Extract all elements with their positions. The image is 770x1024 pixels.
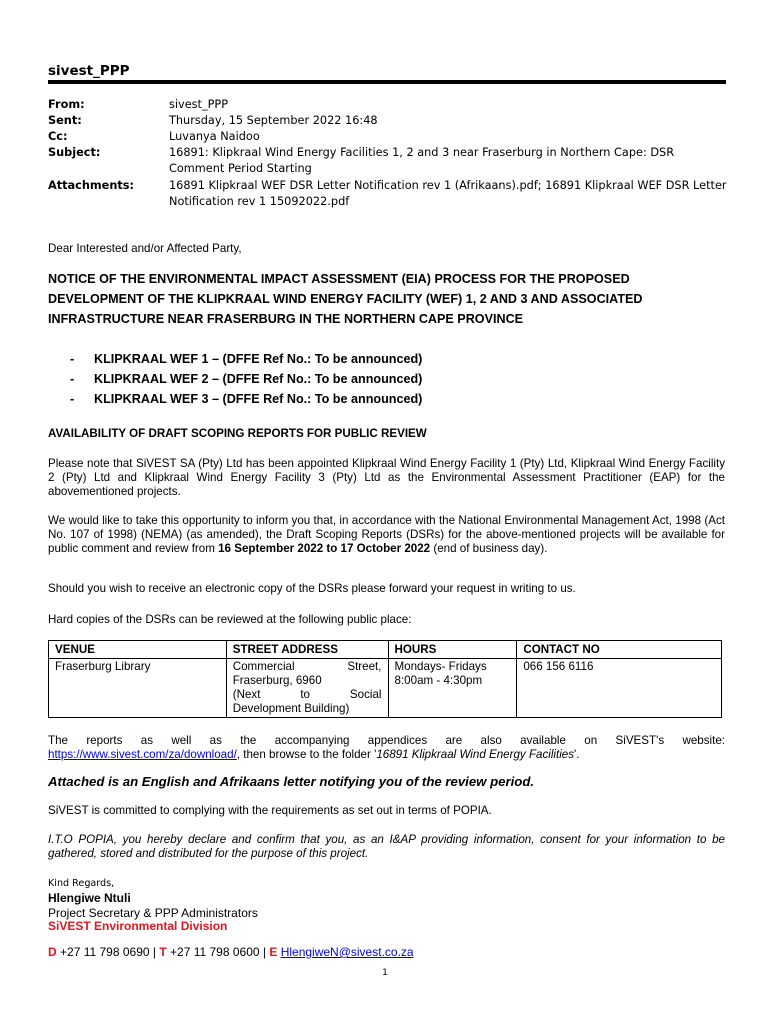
direct-label: D [48, 945, 57, 959]
contact-cell: 066 156 6116 [517, 659, 722, 718]
paragraph-appointment: Please note that SiVEST SA (Pty) Ltd has been appointed Klipkraal Wind Energy Facility 1 (Pty) Ltd, Klipkraal Wind Energy Facility 2 (Pty) Ltd and Klipkraal Wind Energy Facility 3 (Pty) Ltd as the Environmental Assessment Practitioner (EAP) for the abovementioned projects. [48, 457, 725, 498]
sent-label: Sent: [48, 114, 82, 127]
table-header-row [49, 641, 722, 659]
paragraph-website: The reports as well as the accompanying appendices are also available on SiVEST's website: https://www.sivest.com/za/download/, then browse to the folder '16891 Klipkraal Wind Energy Facilities'. [48, 734, 725, 761]
attachment-line-1[interactable]: 16891 Klipkraal WEF DSR Letter Notification rev 1 (Afrikaans).pdf; 16891 Klipkraal WEF DSR Letter [169, 179, 727, 192]
address-cell: Commercial Street, Fraserburg, 6960 (Next to Social Development Building) [226, 659, 388, 718]
cc-label: Cc: [48, 130, 68, 143]
column-header: CONTACT NO [517, 641, 722, 659]
direct-number: +27 11 798 0690 | [56, 945, 160, 959]
list-item: - KLIPKRAAL WEF 2 – (DFFE Ref No.: To be announced) [70, 372, 423, 386]
signatory-role: Project Secretary & PPP Administrators [48, 906, 258, 920]
attachments-row [48, 178, 738, 210]
notice-line-1: NOTICE OF THE ENVIRONMENTAL IMPACT ASSESSMENT (EIA) PROCESS FOR THE PROPOSED [48, 272, 630, 286]
cc-value: Luvanya Naidoo [169, 130, 260, 143]
notice-line-2: DEVELOPMENT OF THE KLIPKRAAL WIND ENERGY FACILITY (WEF) 1, 2 AND 3 AND ASSOCIATED [48, 292, 643, 306]
popia-commitment: SiVEST is committed to complying with the requirements as set out in terms of POPIA. [48, 804, 492, 817]
header-divider [48, 80, 726, 84]
table-row [49, 659, 722, 718]
list-item: - KLIPKRAAL WEF 3 – (DFFE Ref No.: To be announced) [70, 392, 423, 406]
folder-name: 16891 Klipkraal Wind Energy Facilities [376, 748, 575, 761]
attachments-label: Attachments: [48, 179, 135, 192]
subject-label: Subject: [48, 146, 101, 159]
attachment-line-2[interactable]: Notification rev 1 15092022.pdf [169, 195, 350, 208]
column-header: STREET ADDRESS [226, 641, 388, 659]
paragraph-hard-copies: Hard copies of the DSRs can be reviewed at the following public place: [48, 613, 412, 626]
signatory-name: Hlengiwe Ntuli [48, 891, 131, 905]
section-heading: AVAILABILITY OF DRAFT SCOPING REPORTS FOR PUBLIC REVIEW [48, 427, 427, 440]
division-name: SiVEST Environmental Division [48, 919, 228, 933]
notice-heading [48, 269, 728, 329]
wef-list [70, 349, 422, 409]
email-label: E [269, 945, 278, 959]
subject-line-2: Comment Period Starting [169, 162, 312, 175]
page-number: 1 [382, 968, 388, 978]
paragraph-electronic-copy: Should you wish to receive an electronic copy of the DSRs please forward your request in writing to us. [48, 582, 576, 595]
cc-row [48, 129, 738, 145]
popia-consent: I.T.O POPIA, you hereby declare and confirm that you, as an I&AP providing information, consent for your information to be gathered, stored and distributed for the purpose of this project. [48, 833, 725, 860]
from-value: sivest_PPP [169, 98, 229, 111]
list-item: - KLIPKRAAL WEF 1 – (DFFE Ref No.: To be announced) [70, 352, 423, 366]
telephone-label: T [159, 945, 167, 959]
from-row [48, 97, 738, 113]
venue-table [48, 640, 722, 718]
subject-row [48, 145, 738, 177]
email-link[interactable]: HlengiweN@sivest.co.za [280, 945, 414, 959]
telephone-number: +27 11 798 0600 | [166, 945, 270, 959]
email-title: sivest_PPP [48, 63, 130, 79]
review-dates: 16 September 2022 to 17 October 2022 [218, 542, 431, 555]
attached-note: Attached is an English and Afrikaans letter notifying you of the review period. [48, 774, 535, 789]
download-link[interactable]: https://www.sivest.com/za/download/ [48, 748, 237, 761]
sent-value: Thursday, 15 September 2022 16:48 [169, 114, 378, 127]
subject-line-1: 16891: Klipkraal Wind Energy Facilities 1, 2 and 3 near Fraserburg in Northern Cape: DSR [169, 146, 675, 159]
venue-cell: Fraserburg Library [49, 659, 227, 718]
sent-row [48, 113, 738, 129]
hours-cell: Mondays- Fridays 8:00am - 4:30pm [388, 659, 517, 718]
column-header: VENUE [49, 641, 227, 659]
greeting: Dear Interested and/or Affected Party, [48, 242, 242, 255]
from-label: From: [48, 98, 85, 111]
paragraph-availability: We would like to take this opportunity to inform you that, in accordance with the National Environmental Management Act, 1998 (Act No. 107 of 1998) (NEMA) (as amended), the Draft Scoping Reports (DSRs) for the above-mentioned projects will be available for public comment and review from 16 September 2022 to 17 October 2022 (end of business day). [48, 514, 725, 555]
notice-line-3: INFRASTRUCTURE NEAR FRASERBURG IN THE NORTHERN CAPE PROVINCE [48, 312, 524, 326]
sign-off: Kind Regards, [48, 878, 115, 889]
contact-line [48, 945, 414, 959]
column-header: HOURS [388, 641, 517, 659]
